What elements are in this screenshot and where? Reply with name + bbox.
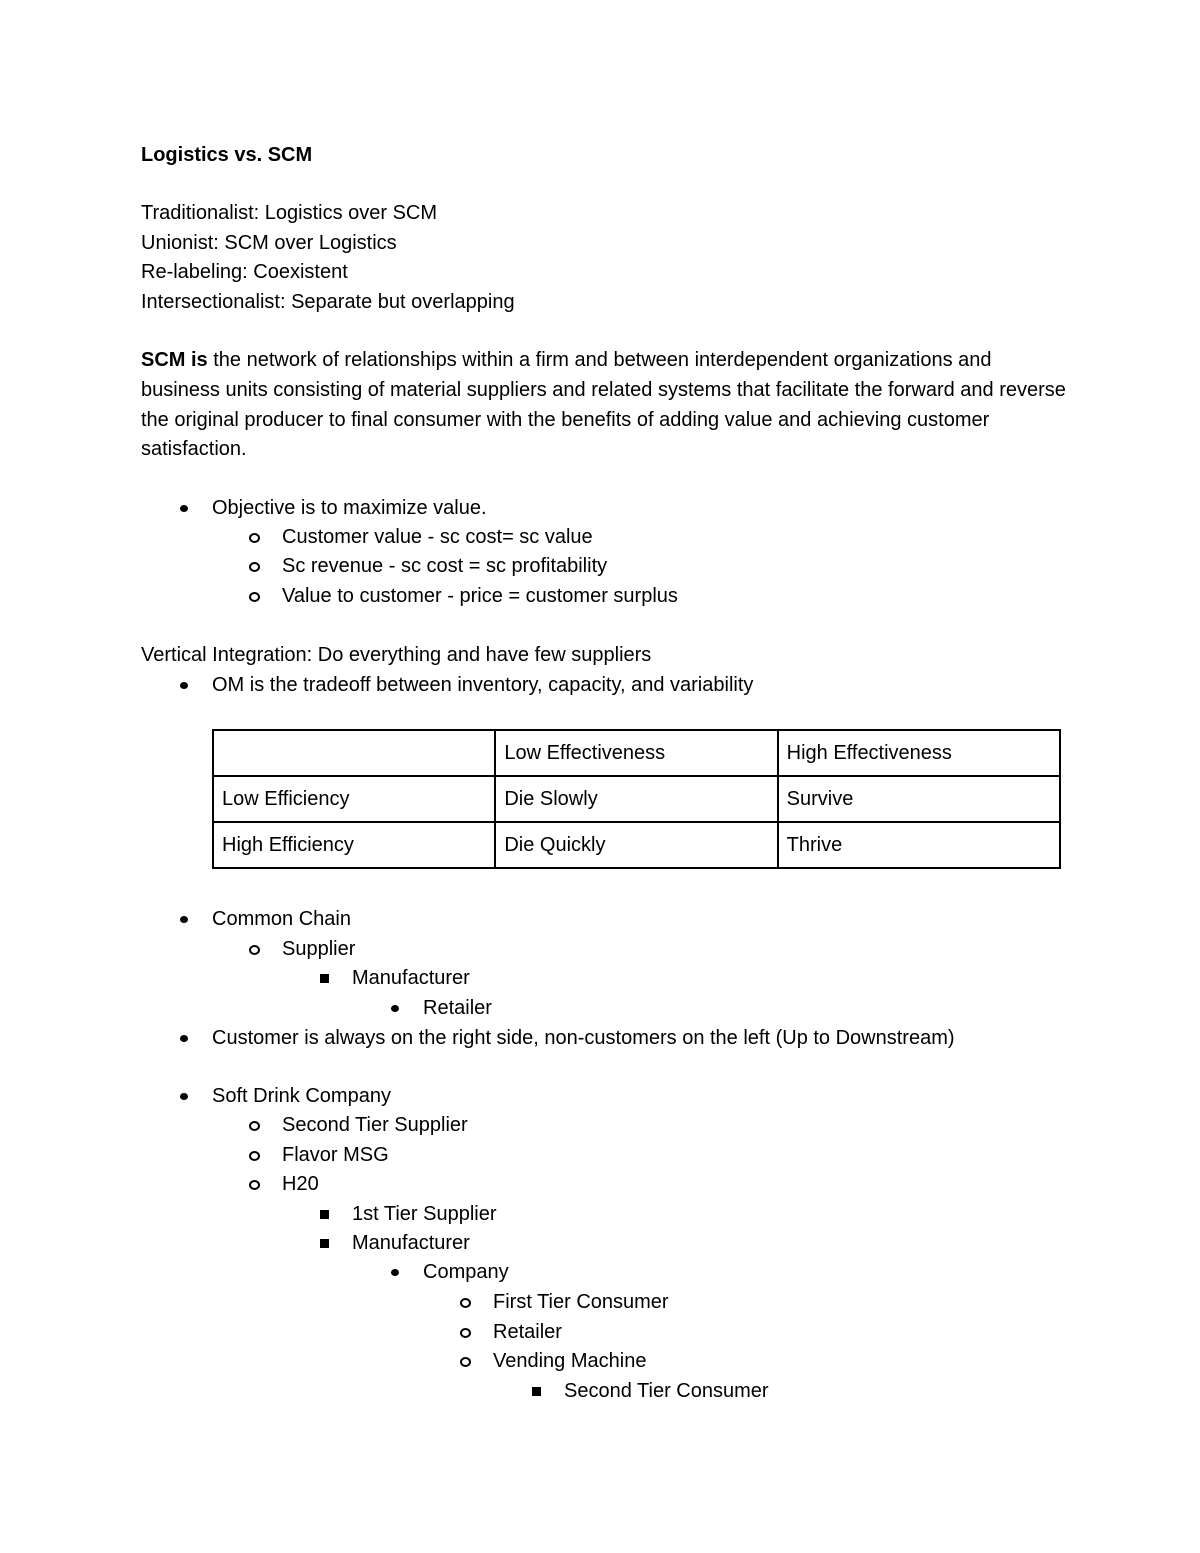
table-cell [213,730,495,776]
bullet-disc-icon [383,996,407,1020]
bullet-square-icon [312,1231,336,1255]
table-cell: Low Effectiveness [495,730,777,776]
bullet-disc-icon [172,1026,196,1050]
efficiency-effectiveness-table [212,729,1061,869]
bullet-circle-icon [242,1113,266,1137]
common-chain-label: Common Chain [212,908,351,930]
bullet-square-icon [312,1202,336,1226]
table-row [213,822,1060,868]
table-cell: Die Slowly [495,776,777,822]
table-cell: Low Efficiency [213,776,495,822]
page-title: Logistics vs. SCM [141,144,313,166]
bullet-circle-icon [242,525,266,549]
bullet-circle-icon [242,1172,266,1196]
bullet-circle-icon [242,554,266,578]
table-header-row [213,730,1060,776]
list-item: First Tier Consumer [493,1291,669,1313]
table-row [213,776,1060,822]
table-cell: High Efficiency [213,822,495,868]
bullet-circle-icon [242,937,266,961]
scm-definition-lead: SCM is [141,349,208,371]
objective-label: Objective is to maximize value. [212,497,487,519]
bullet-circle-icon [453,1320,477,1344]
objective-item: Value to customer - price = customer surplus [282,585,678,607]
list-item: Second Tier Supplier [282,1114,468,1136]
list-item: Flavor MSG [282,1144,389,1166]
bullet-disc-icon [383,1260,407,1284]
soft-drink-label: Soft Drink Company [212,1085,391,1107]
view-traditionalist: Traditionalist: Logistics over SCM [141,202,438,224]
objective-item: Customer value - sc cost= sc value [282,526,593,548]
bullet-disc-icon [172,907,196,931]
view-intersectionalist: Intersectionalist: Separate but overlapping [141,291,515,313]
bullet-circle-icon [242,1143,266,1167]
bullet-square-icon [524,1379,548,1403]
table-cell: High Effectiveness [778,730,1060,776]
list-item: 1st Tier Supplier [352,1203,497,1225]
list-item: Retailer [493,1321,562,1343]
bullet-circle-icon [453,1290,477,1314]
list-item: H20 [282,1173,319,1195]
view-relabeling: Re-labeling: Coexistent [141,261,348,283]
chain-manufacturer: Manufacturer [352,967,470,989]
customer-note: Customer is always on the right side, non-customers on the left (Up to Downstream) [212,1027,955,1049]
vertical-integration: Vertical Integration: Do everything and have few suppliers [141,644,652,666]
list-item: Second Tier Consumer [564,1380,769,1402]
objective-item: Sc revenue - sc cost = sc profitability [282,555,608,577]
table-cell: Die Quickly [495,822,777,868]
bullet-circle-icon [453,1349,477,1373]
table-cell: Thrive [778,822,1060,868]
list-item: Manufacturer [352,1232,470,1254]
list-item: Company [423,1261,509,1283]
bullet-disc-icon [172,496,196,520]
bullet-circle-icon [242,584,266,608]
scm-definition [141,346,1071,465]
chain-retailer: Retailer [423,997,492,1019]
bullet-disc-icon [172,673,196,697]
bullet-disc-icon [172,1084,196,1108]
scm-definition-body: the network of relationships within a firm and between interdependent organizations and business units consisting of material suppliers and related systems that facilitate the forward and reverse the original producer to final consumer with the benefits of adding value and achieving customer satisfaction. [141,349,1066,461]
chain-supplier: Supplier [282,938,356,960]
om-tradeoff: OM is the tradeoff between inventory, capacity, and variability [212,674,754,696]
table-cell: Survive [778,776,1060,822]
bullet-square-icon [312,966,336,990]
view-unionist: Unionist: SCM over Logistics [141,232,397,254]
list-item: Vending Machine [493,1350,647,1372]
